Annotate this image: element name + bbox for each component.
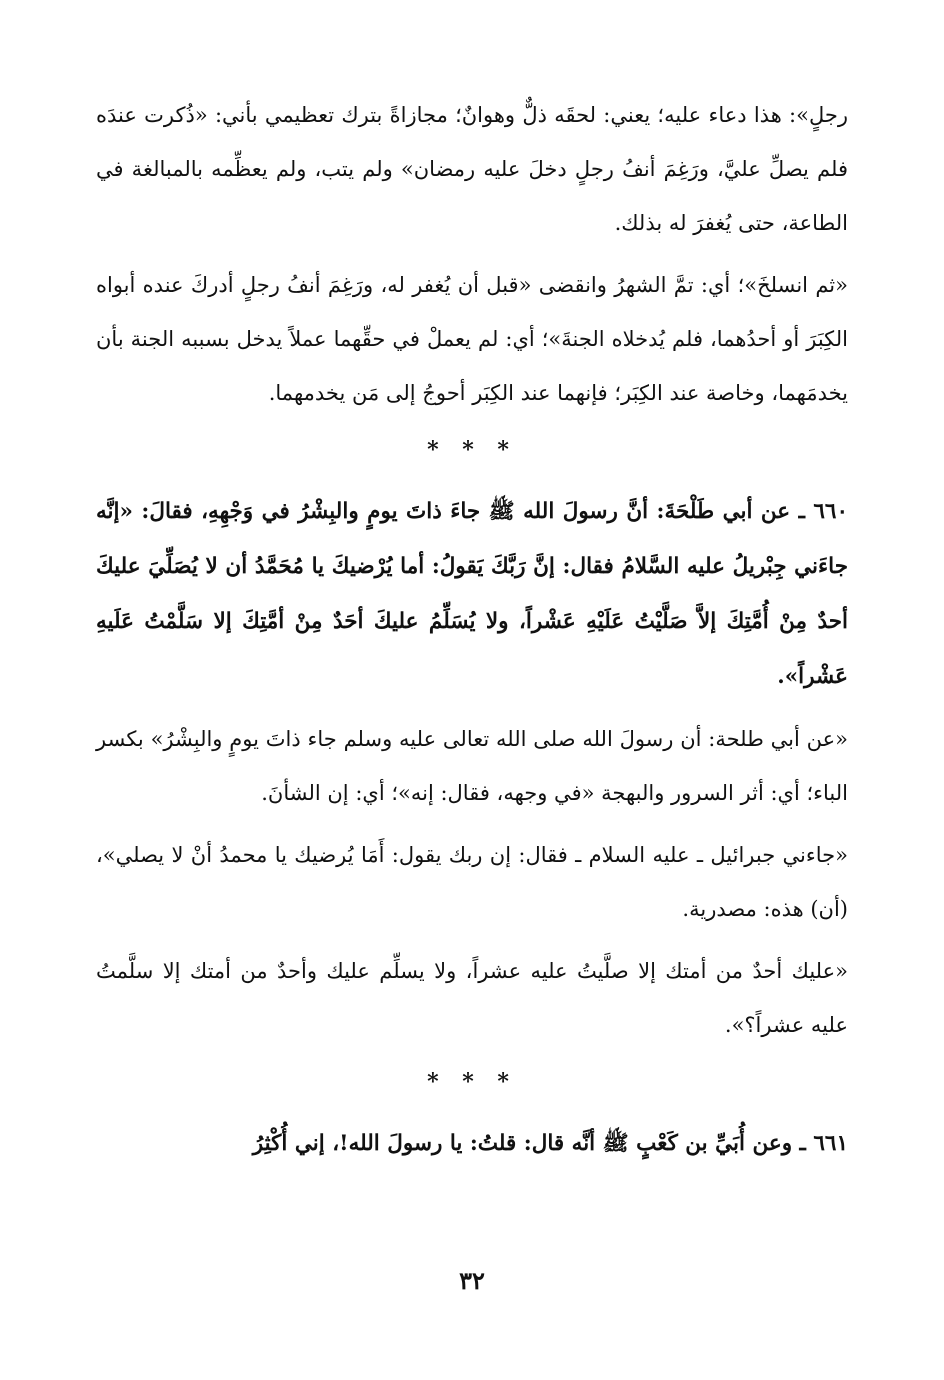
page-number: ٣٢: [459, 1266, 485, 1295]
commentary-paragraph-4: «جاءني جبرائيل ـ عليه السلام ـ فقال: إن ربك يقول: أَمَا يُرضيك يا محمدُ أنْ لا يصلي»، (أن) هذه: مصدرية.: [96, 843, 848, 921]
section-separator-2: * * *: [427, 1069, 517, 1095]
commentary-paragraph-5: «عليك أحدٌ من أمتك إلا صلَّيتُ عليه عشراً، ولا يسلِّم عليك وأحدٌ من أمتك إلا سلَّمتُ عليه عشراً؟».: [96, 959, 848, 1037]
page-body: [96, 88, 848, 1179]
section-separator-1: * * *: [427, 437, 517, 463]
commentary-paragraph-1: رجلٍ»: هذا دعاء عليه؛ يعني: لحقَه ذلٌّ وهوانٌ؛ مجازاةً بترك تعظيمي بأني: «ذُكرت عندَه فلم يصلِّ عليَّ، ورَغِمَ أنفُ رجلٍ دخلَ عليه رمضان» ولم يتب، ولم يعظِّمه بالمبالغة في الطاعة، حتى يُغفرَ له بذلك.: [96, 103, 848, 235]
commentary-paragraph-2: «ثم انسلخَ»؛ أي: تمَّ الشهرُ وانقضى «قبل أن يُغفر له، ورَغِمَ أنفُ رجلٍ أدركَ عنده أبواه الكِبَرَ أو أحدُهما، فلم يُدخلاه الجنةَ»؛ أي: لم يعملْ في حقِّهما عملاً يدخل بسببه الجنة بأن يخدمَهما، وخاصة عند الكِبَر؛ فإنهما عند الكِبَر أحوجُ إلى مَن يخدمهما.: [96, 273, 848, 405]
hadith-661: ٦٦١ ـ وعن أُبَيِّ بن كَعْبٍ ﷺ أنَّه قال: قلتُ: يا رسولَ الله!، إني أُكْثِرُ: [252, 1131, 848, 1156]
commentary-paragraph-3: «عن أبي طلحة: أن رسولَ الله صلى الله تعالى عليه وسلم جاء ذاتَ يومٍ والبِشْرُ» بكسر الباء؛ أي: أثر السرور والبهجة «في وجهه، فقال: إنه»؛ أي: إن الشأنَ.: [96, 727, 848, 805]
hadith-660: ٦٦٠ ـ عن أبي طَلْحَةَ: أنَّ رسولَ الله ﷺ جاءَ ذاتَ يومٍ والبِشْرُ في وَجْهِهِ، فقالَ: «إنَّه جاءَني جِبْريلُ عليه السَّلامُ فقال: إنَّ رَبَّكَ يَقولُ: أما يُرْضيكَ يا مُحَمَّدُ أن لا يُصَلِّيَ عليكَ أحدٌ مِنْ أُمَّتِكَ إلاَّ صَلَّيْتُ عَلَيْهِ عَشْراً، ولا يُسَلِّمُ عليكَ أحَدٌ مِنْ أمَّتِكَ إلا سَلَّمْتُ عَلَيهِ عَشْراً».: [96, 499, 848, 689]
